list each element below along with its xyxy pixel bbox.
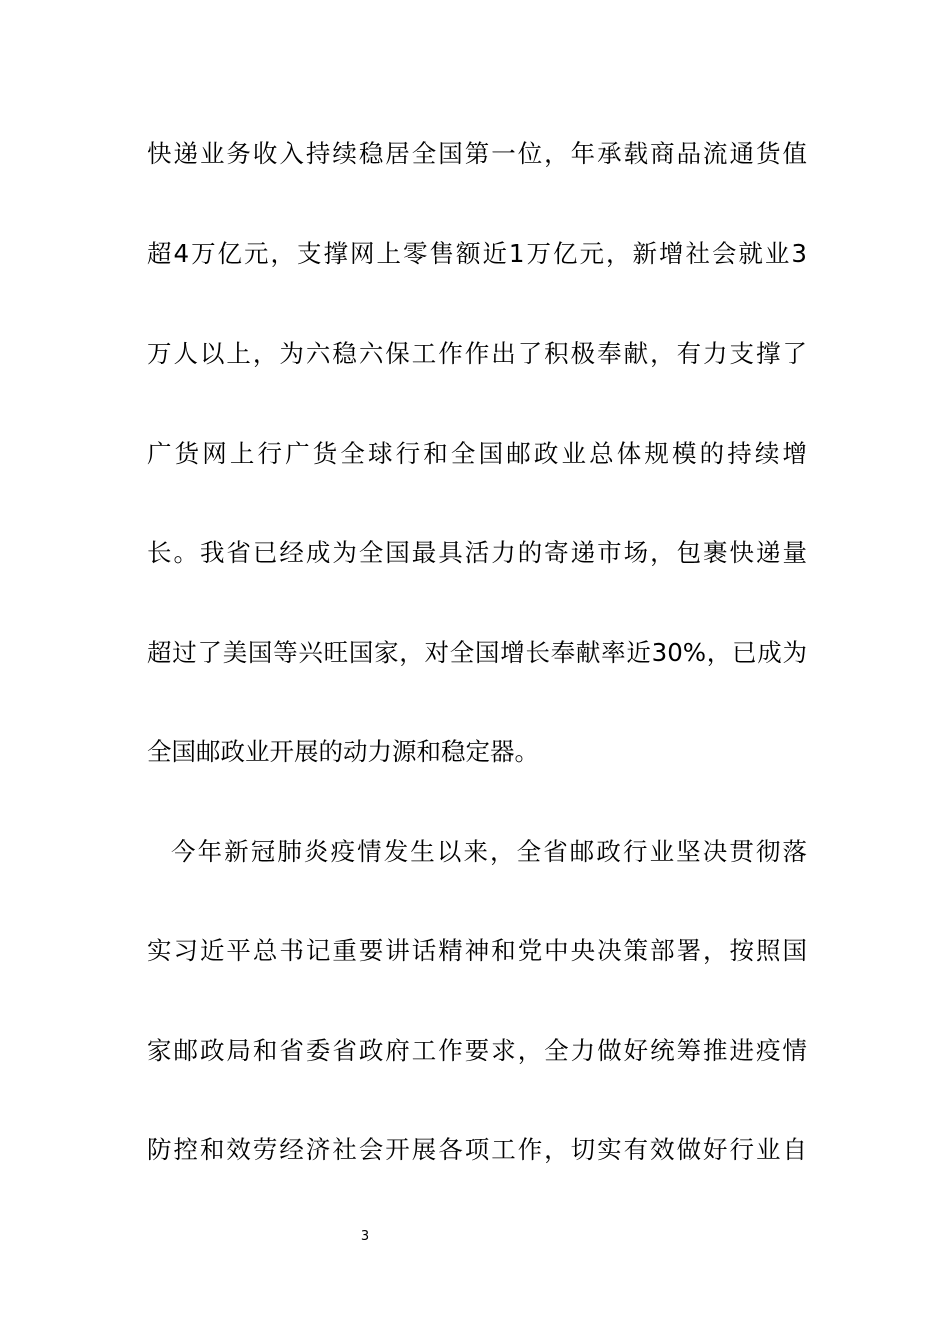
text-line-10: 家邮政局和省委省政府工作要求，全力做好统筹推进疫情 bbox=[147, 1036, 807, 1065]
text-line-5: 长。我省已经成为全国最具活力的寄递市场，包裹快递量 bbox=[147, 538, 807, 567]
text-line-6: 超过了美国等兴旺国家，对全国增长奉献率近30%，已成为 bbox=[147, 638, 807, 667]
text-line-3: 万人以上，为六稳六保工作作出了积极奉献，有力支撑了 bbox=[147, 339, 807, 368]
text-line-2: 超4万亿元，支撑网上零售额近1万亿元，新增社会就业3 bbox=[147, 239, 807, 268]
text-line-11: 防控和效劳经济社会开展各项工作，切实有效做好行业自 bbox=[147, 1135, 807, 1164]
text-line-4: 广货网上行广货全球行和全国邮政业总体规模的持续增 bbox=[147, 439, 807, 468]
text-line-1: 快递业务收入持续稳居全国第一位，年承载商品流通货值 bbox=[147, 139, 807, 168]
text-line-7: 全国邮政业开展的动力源和稳定器。 bbox=[147, 737, 539, 766]
text-line-8: 今年新冠肺炎疫情发生以来，全省邮政行业坚决贯彻落 bbox=[171, 837, 807, 866]
text-line-9: 实习近平总书记重要讲话精神和党中央决策部署，按照国 bbox=[147, 936, 807, 965]
page-number: 3 bbox=[360, 1229, 370, 1244]
